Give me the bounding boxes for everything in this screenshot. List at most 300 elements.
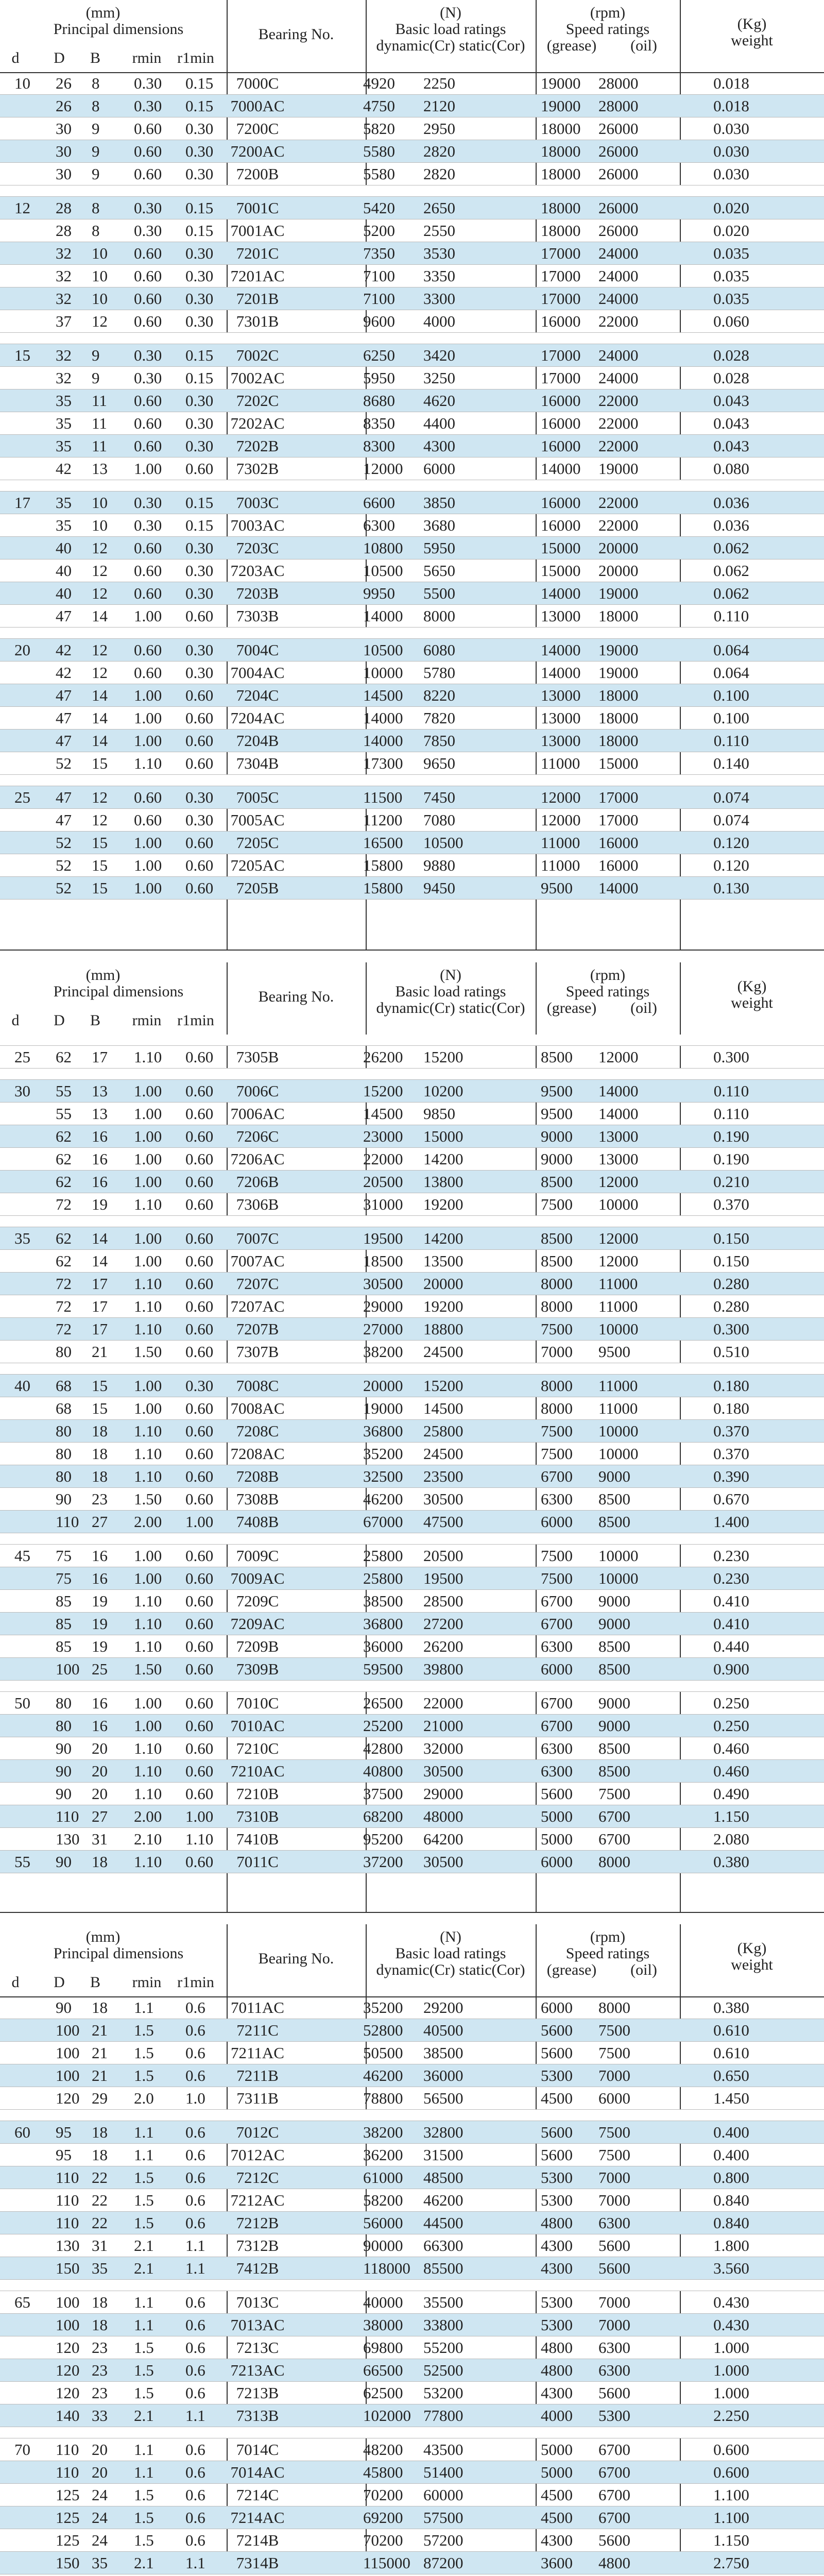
cell-oil-speed: 11000 (598, 1377, 638, 1395)
cell-r1min: 1.1 (185, 2554, 205, 2572)
cell-B: 16 (92, 1547, 108, 1565)
cell-bearing-no: 7209AC (230, 1615, 285, 1633)
cell-r1min: 0.60 (185, 1150, 214, 1168)
cell-dynamic-cr: 25800 (363, 1569, 403, 1587)
cell-static-cor: 47500 (423, 1513, 464, 1531)
cell-weight: 0.028 (713, 346, 749, 364)
cell-B: 15 (92, 834, 108, 852)
cell-grease-speed: 5300 (541, 2168, 573, 2187)
cell-bearing-no: 7204B (236, 732, 279, 750)
cell-oil-speed: 16000 (598, 856, 639, 874)
cell-static-cor: 10500 (423, 834, 464, 852)
cell-oil-speed: 26000 (598, 199, 639, 217)
cell-oil-speed: 18000 (598, 709, 639, 727)
table-row (0, 786, 824, 809)
catalog-page (0, 962, 824, 1913)
cell-B: 16 (92, 1127, 108, 1145)
table-row (0, 72, 824, 95)
cell-rmin: 1.00 (134, 1569, 162, 1587)
cell-rmin: 0.60 (134, 312, 162, 330)
cell-rmin: 1.5 (134, 2509, 154, 2527)
cell-grease-speed: 18000 (541, 199, 581, 217)
cell-D: 62 (56, 1127, 72, 1145)
cell-B: 24 (92, 2509, 108, 2527)
cell-static-cor: 2820 (423, 165, 455, 183)
cell-weight: 1.450 (713, 2089, 749, 2107)
cell-D: 72 (56, 1320, 72, 1338)
cell-D: 130 (56, 1830, 80, 1848)
cell-D: 52 (56, 856, 72, 874)
col-D-label: D (54, 1012, 65, 1029)
cell-bearing-no: 7001AC (230, 222, 285, 240)
cell-rmin: 1.10 (134, 1853, 162, 1871)
unit-kg: (Kg) (737, 978, 767, 995)
cell-rmin: 1.10 (134, 1445, 162, 1463)
cell-weight: 3.560 (713, 2259, 749, 2277)
cell-bearing-no: 7309B (236, 1660, 279, 1678)
bearing-no-label: Bearing No. (258, 1950, 334, 1967)
cell-r1min: 0.30 (185, 142, 214, 160)
cell-grease-speed: 16000 (541, 494, 581, 512)
speed-ratings-label: Speed ratings (565, 1945, 650, 1962)
cell-weight: 0.280 (713, 1275, 749, 1293)
unit-mm: (mm) (85, 1928, 121, 1945)
table-row (0, 1103, 824, 1125)
cell-weight: 0.060 (713, 312, 749, 330)
cell-dynamic-cr: 11200 (363, 811, 403, 829)
cell-bearing-no: 7308B (236, 1490, 279, 1508)
cell-D: 62 (56, 1252, 72, 1270)
cell-weight: 0.062 (713, 584, 749, 602)
cell-r1min: 0.6 (185, 2191, 205, 2209)
cell-weight: 0.100 (713, 686, 749, 704)
cell-oil-speed: 6300 (598, 2361, 630, 2379)
cell-oil-speed: 7500 (598, 2044, 630, 2062)
cell-static-cor: 6080 (423, 641, 455, 659)
cell-dynamic-cr: 102000 (363, 2406, 411, 2425)
cell-D: 130 (56, 2236, 80, 2255)
cell-grease-speed: 12000 (541, 811, 581, 829)
cell-oil-speed: 14000 (598, 879, 639, 897)
cell-weight: 0.074 (713, 788, 749, 806)
cell-bearing-no: 7208C (236, 1422, 279, 1440)
table-row (0, 1148, 824, 1171)
cell-r1min: 1.00 (185, 1807, 214, 1825)
cell-D: 35 (56, 516, 72, 534)
cell-r1min: 0.60 (185, 1467, 214, 1485)
cell-weight: 0.600 (713, 2463, 749, 2481)
cell-rmin: 0.60 (134, 142, 162, 160)
cell-dynamic-cr: 67000 (363, 1513, 403, 1531)
cell-static-cor: 36000 (423, 2066, 464, 2084)
cell-r1min: 0.60 (185, 1048, 214, 1066)
cell-B: 12 (92, 788, 108, 806)
cell-oil-speed: 22000 (598, 392, 639, 410)
cell-r1min: 0.60 (185, 1660, 214, 1678)
table-row (0, 662, 824, 684)
cell-oil-speed: 7500 (598, 2123, 630, 2141)
cell-dynamic-cr: 7100 (363, 290, 395, 308)
cell-B: 12 (92, 641, 108, 659)
cell-r1min: 0.60 (185, 1547, 214, 1565)
cell-r1min: 0.6 (185, 2316, 205, 2334)
cell-bearing-no: 7003C (236, 494, 279, 512)
cell-oil-speed: 7500 (598, 2021, 630, 2039)
cell-r1min: 0.15 (185, 346, 214, 364)
cell-oil-speed: 8500 (598, 1490, 630, 1508)
cell-B: 13 (92, 1082, 108, 1100)
cell-bearing-no: 7004AC (230, 664, 285, 682)
table-row (0, 140, 824, 163)
cell-B: 15 (92, 879, 108, 897)
cell-bearing-no: 7012C (236, 2123, 279, 2141)
cell-grease-speed: 7500 (541, 1569, 573, 1587)
cell-r1min: 0.6 (185, 2066, 205, 2084)
cell-bearing-no: 7008AC (230, 1399, 285, 1417)
cell-r1min: 0.6 (185, 2123, 205, 2141)
group-separator (0, 1035, 824, 1046)
cell-B: 27 (92, 1807, 108, 1825)
cell-dynamic-cr: 52800 (363, 2021, 403, 2039)
cell-weight: 0.510 (713, 1343, 749, 1361)
cell-dynamic-cr: 25200 (363, 1717, 403, 1735)
cell-B: 14 (92, 1252, 108, 1270)
principal-dimensions-label: Principal dimensions (53, 983, 184, 1000)
cell-oil-speed: 11000 (598, 1399, 638, 1417)
cell-oil-speed: 9500 (598, 1343, 630, 1361)
cell-static-cor: 5780 (423, 664, 455, 682)
table-row (0, 2121, 824, 2144)
cell-rmin: 1.10 (134, 1762, 162, 1780)
cell-dynamic-cr: 12000 (363, 460, 403, 478)
table-row (0, 1511, 824, 1533)
cell-grease-speed: 12000 (541, 788, 581, 806)
cell-D: 42 (56, 460, 72, 478)
cell-B: 11 (92, 392, 107, 410)
cell-r1min: 1.1 (185, 2259, 205, 2277)
cell-weight: 0.180 (713, 1377, 749, 1395)
cell-B: 11 (92, 414, 107, 432)
cell-bearing-no: 7004C (236, 641, 279, 659)
cell-rmin: 1.00 (134, 856, 162, 874)
cell-D: 30 (56, 120, 72, 138)
cell-dynamic-cr: 4920 (363, 74, 395, 92)
cell-oil-speed: 5600 (598, 2531, 630, 2549)
cell-r1min: 0.60 (185, 1343, 214, 1361)
col-d-label: d (11, 1012, 20, 1029)
cell-oil-speed: 28000 (598, 74, 639, 92)
cell-B: 15 (92, 754, 108, 772)
cell-weight: 0.600 (713, 2441, 749, 2459)
cell-d: 40 (14, 1377, 30, 1395)
table-row (0, 2506, 824, 2529)
cell-static-cor: 46200 (423, 2191, 464, 2209)
cell-r1min: 0.15 (185, 369, 214, 387)
bearing-no-label: Bearing No. (258, 988, 334, 1005)
cell-static-cor: 30500 (423, 1762, 464, 1780)
weight-label: weight (731, 32, 773, 49)
table-row (0, 117, 824, 140)
cell-bearing-no: 7305B (236, 1048, 279, 1066)
cell-bearing-no: 7304B (236, 754, 279, 772)
cell-B: 18 (92, 1467, 108, 1485)
cell-weight: 0.400 (713, 2146, 749, 2164)
cell-dynamic-cr: 78800 (363, 2089, 403, 2107)
cell-D: 52 (56, 754, 72, 772)
cell-bearing-no: 7013AC (230, 2316, 285, 2334)
cell-dynamic-cr: 22000 (363, 1150, 403, 1168)
cell-static-cor: 15200 (423, 1377, 464, 1395)
cell-r1min: 0.6 (185, 2338, 205, 2357)
cell-dynamic-cr: 62500 (363, 2384, 403, 2402)
cell-oil-speed: 6700 (598, 2486, 630, 2504)
cell-dynamic-cr: 35200 (363, 1998, 403, 2016)
grease-label: (grease) (546, 37, 597, 54)
cell-B: 9 (92, 346, 100, 364)
cell-rmin: 1.10 (134, 1297, 162, 1315)
cell-D: 120 (56, 2361, 80, 2379)
cell-bearing-no: 7209C (236, 1592, 279, 1610)
cell-bearing-no: 7214AC (230, 2509, 285, 2527)
cell-static-cor: 26200 (423, 1637, 464, 1655)
cell-dynamic-cr: 36800 (363, 1615, 403, 1633)
cell-bearing-no: 7008C (236, 1377, 279, 1395)
cell-dynamic-cr: 27000 (363, 1320, 403, 1338)
cell-static-cor: 9850 (423, 1105, 455, 1123)
cell-grease-speed: 15000 (541, 539, 581, 557)
cell-bearing-no: 7204C (236, 686, 279, 704)
group-separator (0, 1363, 824, 1375)
cell-bearing-no: 7312B (236, 2236, 279, 2255)
cell-bearing-no: 7200B (236, 165, 279, 183)
cell-weight: 0.036 (713, 494, 749, 512)
cell-rmin: 0.60 (134, 562, 162, 580)
table-row (0, 1715, 824, 1737)
cell-r1min: 0.60 (185, 1717, 214, 1735)
cell-r1min: 0.60 (185, 879, 214, 897)
cell-static-cor: 56500 (423, 2089, 464, 2107)
cell-bearing-no: 7201AC (230, 267, 285, 285)
table-row (0, 2314, 824, 2336)
cell-static-cor: 9880 (423, 856, 455, 874)
cell-r1min: 1.0 (185, 2089, 205, 2107)
cell-D: 85 (56, 1592, 72, 1610)
table-row (0, 1080, 824, 1103)
cell-oil-speed: 15000 (598, 754, 639, 772)
cell-weight: 0.100 (713, 709, 749, 727)
cell-r1min: 0.60 (185, 1173, 214, 1191)
cell-bearing-no: 7000AC (230, 97, 285, 115)
cell-B: 14 (92, 686, 108, 704)
table-row (0, 95, 824, 117)
cell-static-cor: 29200 (423, 1998, 464, 2016)
cell-oil-speed: 6300 (598, 2338, 630, 2357)
cell-oil-speed: 8500 (598, 1637, 630, 1655)
cell-r1min: 0.60 (185, 1592, 214, 1610)
cell-dynamic-cr: 38200 (363, 1343, 403, 1361)
table-row (0, 163, 824, 185)
cell-bearing-no: 7006C (236, 1082, 279, 1100)
col-r1min-label: r1min (177, 49, 214, 66)
cell-dynamic-cr: 19500 (363, 1229, 403, 1247)
table-row (0, 389, 824, 412)
cell-weight: 0.410 (713, 1615, 749, 1633)
group-separator (0, 1216, 824, 1227)
cell-D: 100 (56, 1660, 80, 1678)
cell-dynamic-cr: 6300 (363, 516, 395, 534)
cell-static-cor: 9650 (423, 754, 455, 772)
cell-rmin: 0.30 (134, 199, 162, 217)
cell-rmin: 1.1 (134, 1998, 154, 2016)
unit-mm: (mm) (85, 4, 121, 21)
cell-rmin: 0.30 (134, 74, 162, 92)
cell-dynamic-cr: 14500 (363, 686, 403, 704)
cell-r1min: 0.60 (185, 1569, 214, 1587)
cell-r1min: 0.60 (185, 834, 214, 852)
cell-D: 140 (56, 2406, 80, 2425)
cell-r1min: 0.60 (185, 1275, 214, 1293)
cell-grease-speed: 18000 (541, 165, 581, 183)
cell-weight: 0.250 (713, 1717, 749, 1735)
cell-B: 14 (92, 1229, 108, 1247)
cell-static-cor: 15000 (423, 1127, 464, 1145)
cell-B: 18 (92, 2146, 108, 2164)
oil-label: (oil) (630, 37, 657, 54)
cell-dynamic-cr: 5950 (363, 369, 395, 387)
cell-static-cor: 25800 (423, 1422, 464, 1440)
cell-bearing-no: 7307B (236, 1343, 279, 1361)
col-B-label: B (90, 49, 100, 66)
cell-r1min: 0.6 (185, 2441, 205, 2459)
cell-grease-speed: 11000 (541, 856, 580, 874)
cell-weight: 0.110 (713, 1105, 749, 1123)
cell-bearing-no: 7007C (236, 1229, 279, 1247)
cell-static-cor: 8000 (423, 607, 455, 625)
cell-bearing-no: 7009C (236, 1547, 279, 1565)
cell-grease-speed: 5300 (541, 2191, 573, 2209)
cell-grease-speed: 5000 (541, 1807, 573, 1825)
cell-bearing-no: 7200C (236, 120, 279, 138)
cell-B: 9 (92, 369, 100, 387)
cell-bearing-no: 7211AC (231, 2044, 284, 2062)
cell-weight: 2.750 (713, 2554, 749, 2572)
cell-grease-speed: 8000 (541, 1275, 573, 1293)
cell-rmin: 0.60 (134, 165, 162, 183)
cell-D: 110 (56, 2191, 79, 2209)
cell-dynamic-cr: 59500 (363, 1660, 403, 1678)
table-row (0, 412, 824, 435)
cell-grease-speed: 4500 (541, 2089, 573, 2107)
cell-dynamic-cr: 70200 (363, 2531, 403, 2549)
cell-D: 80 (56, 1467, 72, 1485)
cell-weight: 0.190 (713, 1150, 749, 1168)
cell-static-cor: 44500 (423, 2214, 464, 2232)
cell-bearing-no: 7211C (236, 2021, 279, 2039)
cell-static-cor: 2120 (423, 97, 455, 115)
cell-B: 25 (92, 1660, 108, 1678)
cell-B: 35 (92, 2554, 108, 2572)
cell-r1min: 0.60 (185, 1762, 214, 1780)
cell-oil-speed: 11000 (598, 1297, 638, 1315)
cell-weight: 0.130 (713, 879, 749, 897)
cell-B: 17 (92, 1320, 108, 1338)
table-row (0, 707, 824, 730)
cell-D: 90 (56, 1853, 72, 1871)
unit-n: (N) (440, 967, 461, 984)
table-row (0, 752, 824, 775)
cell-oil-speed: 5300 (598, 2406, 630, 2425)
cell-D: 32 (56, 290, 72, 308)
cell-oil-speed: 5600 (598, 2384, 630, 2402)
cell-weight: 0.410 (713, 1592, 749, 1610)
cell-oil-speed: 8000 (598, 1998, 630, 2016)
cell-weight: 0.120 (713, 856, 749, 874)
cell-dynamic-cr: 37200 (363, 1853, 403, 1871)
cell-oil-speed: 13000 (598, 1150, 639, 1168)
cell-weight: 0.062 (713, 562, 749, 580)
table-row (0, 1227, 824, 1250)
cell-bearing-no: 7214B (236, 2531, 279, 2549)
cell-rmin: 1.00 (134, 834, 162, 852)
cell-static-cor: 14200 (423, 1150, 464, 1168)
cell-B: 10 (92, 290, 108, 308)
cell-r1min: 0.60 (185, 686, 214, 704)
table-row (0, 1341, 824, 1363)
cell-static-cor: 4000 (423, 312, 455, 330)
cell-weight: 0.840 (713, 2191, 749, 2209)
cell-weight: 0.670 (713, 1490, 749, 1508)
cell-weight: 0.030 (713, 165, 749, 183)
cell-B: 17 (92, 1297, 108, 1315)
cell-rmin: 1.50 (134, 1660, 162, 1678)
grease-label: (grease) (546, 999, 597, 1016)
cell-dynamic-cr: 7100 (363, 267, 395, 285)
cell-oil-speed: 20000 (598, 562, 639, 580)
cell-B: 12 (92, 664, 108, 682)
cell-D: 30 (56, 165, 72, 183)
cell-D: 35 (56, 414, 72, 432)
cell-D: 100 (56, 2316, 80, 2334)
cell-D: 62 (56, 1150, 72, 1168)
cell-rmin: 1.1 (134, 2316, 154, 2334)
cell-rmin: 1.00 (134, 1717, 162, 1735)
cell-r1min: 0.30 (185, 562, 214, 580)
cell-B: 19 (92, 1195, 108, 1213)
cell-oil-speed: 18000 (598, 686, 639, 704)
cell-bearing-no: 7410B (236, 1830, 279, 1848)
cell-D: 80 (56, 1422, 72, 1440)
cell-bearing-no: 7214C (236, 2486, 279, 2504)
cell-grease-speed: 4500 (541, 2486, 573, 2504)
cell-static-cor: 9450 (423, 879, 455, 897)
table-row (0, 242, 824, 265)
table-row (0, 1171, 824, 1193)
cell-r1min: 0.30 (185, 267, 214, 285)
col-d-label: d (11, 1974, 20, 1991)
cell-rmin: 1.1 (134, 2463, 154, 2481)
cell-static-cor: 5650 (423, 562, 455, 580)
table-row (0, 1828, 824, 1851)
cell-rmin: 1.00 (134, 1105, 162, 1123)
cell-bearing-no: 7213B (236, 2384, 279, 2402)
cell-D: 40 (56, 584, 72, 602)
cell-grease-speed: 5000 (541, 2441, 573, 2459)
basic-load-ratings-label: Basic load ratings (395, 1945, 506, 1962)
cell-grease-speed: 4500 (541, 2509, 573, 2527)
cell-static-cor: 85500 (423, 2259, 464, 2277)
cell-D: 150 (56, 2259, 80, 2277)
cell-grease-speed: 4800 (541, 2214, 573, 2232)
